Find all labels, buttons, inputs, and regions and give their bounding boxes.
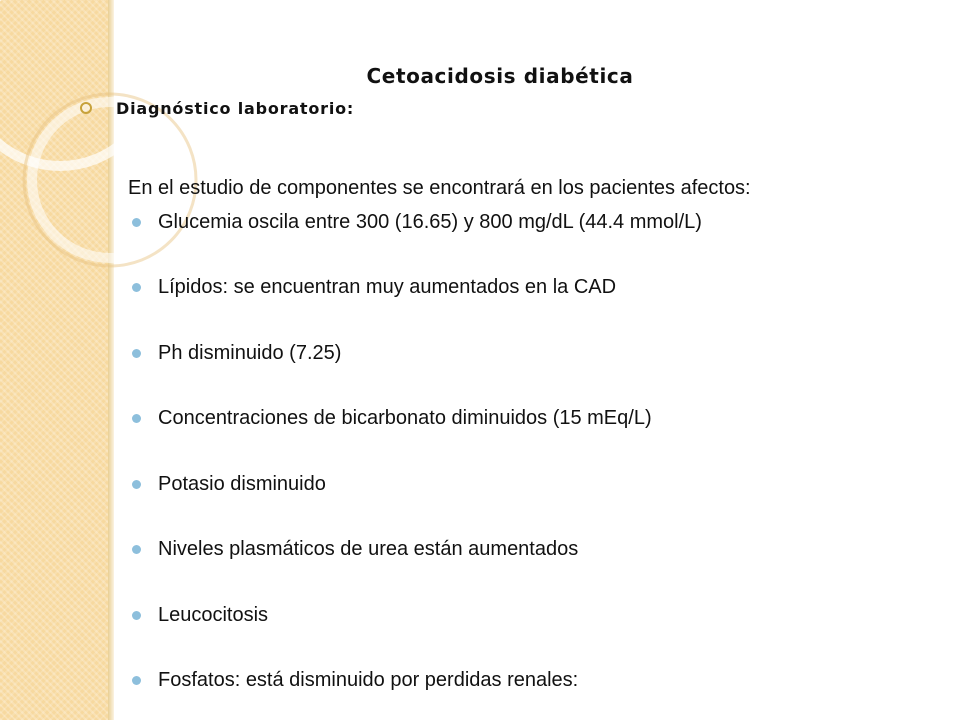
list-item — [132, 597, 268, 633]
list-item — [132, 466, 326, 502]
slide-subtitle: Diagnóstico laboratorio: — [116, 98, 355, 118]
bullet-dot-icon — [132, 218, 141, 227]
bullet-dot-icon — [132, 545, 141, 554]
ring-bullet-icon — [80, 102, 92, 114]
slide-title: Cetoacidosis diabética — [366, 64, 634, 88]
list-item — [132, 204, 702, 240]
list-item-text: Niveles plasmáticos de urea están aumentados — [158, 537, 579, 560]
list-item — [132, 531, 578, 567]
bullet-dot-icon — [132, 480, 141, 489]
bullet-dot-icon — [132, 414, 141, 423]
bullet-dot-icon — [132, 611, 141, 620]
list-item-text: Ph disminuido (7.25) — [158, 341, 342, 364]
list-item-text: Glucemia oscila entre 300 (16.65) y 800 mg/dL (44.4 mmol/L) — [158, 210, 702, 233]
list-item-text: Potasio disminuido — [158, 472, 326, 495]
bullet-dot-icon — [132, 349, 141, 358]
list-item-text: Fosfatos: está disminuido por perdidas renales: — [158, 668, 579, 691]
bullet-dot-icon — [132, 676, 141, 685]
list-item-text: Concentraciones de bicarbonato diminuidos (15 mEq/L) — [158, 406, 652, 429]
list-item — [132, 662, 578, 698]
list-item — [132, 335, 341, 371]
intro-text: En el estudio de componentes se encontrará en los pacientes afectos: — [128, 177, 751, 199]
list-item-text: Leucocitosis — [158, 603, 269, 626]
list-item-text: Lípidos: se encuentran muy aumentados en la CAD — [158, 275, 617, 298]
subtitle-row — [80, 96, 354, 120]
list-item — [132, 400, 652, 436]
bullet-dot-icon — [132, 283, 141, 292]
list-item — [132, 269, 616, 305]
